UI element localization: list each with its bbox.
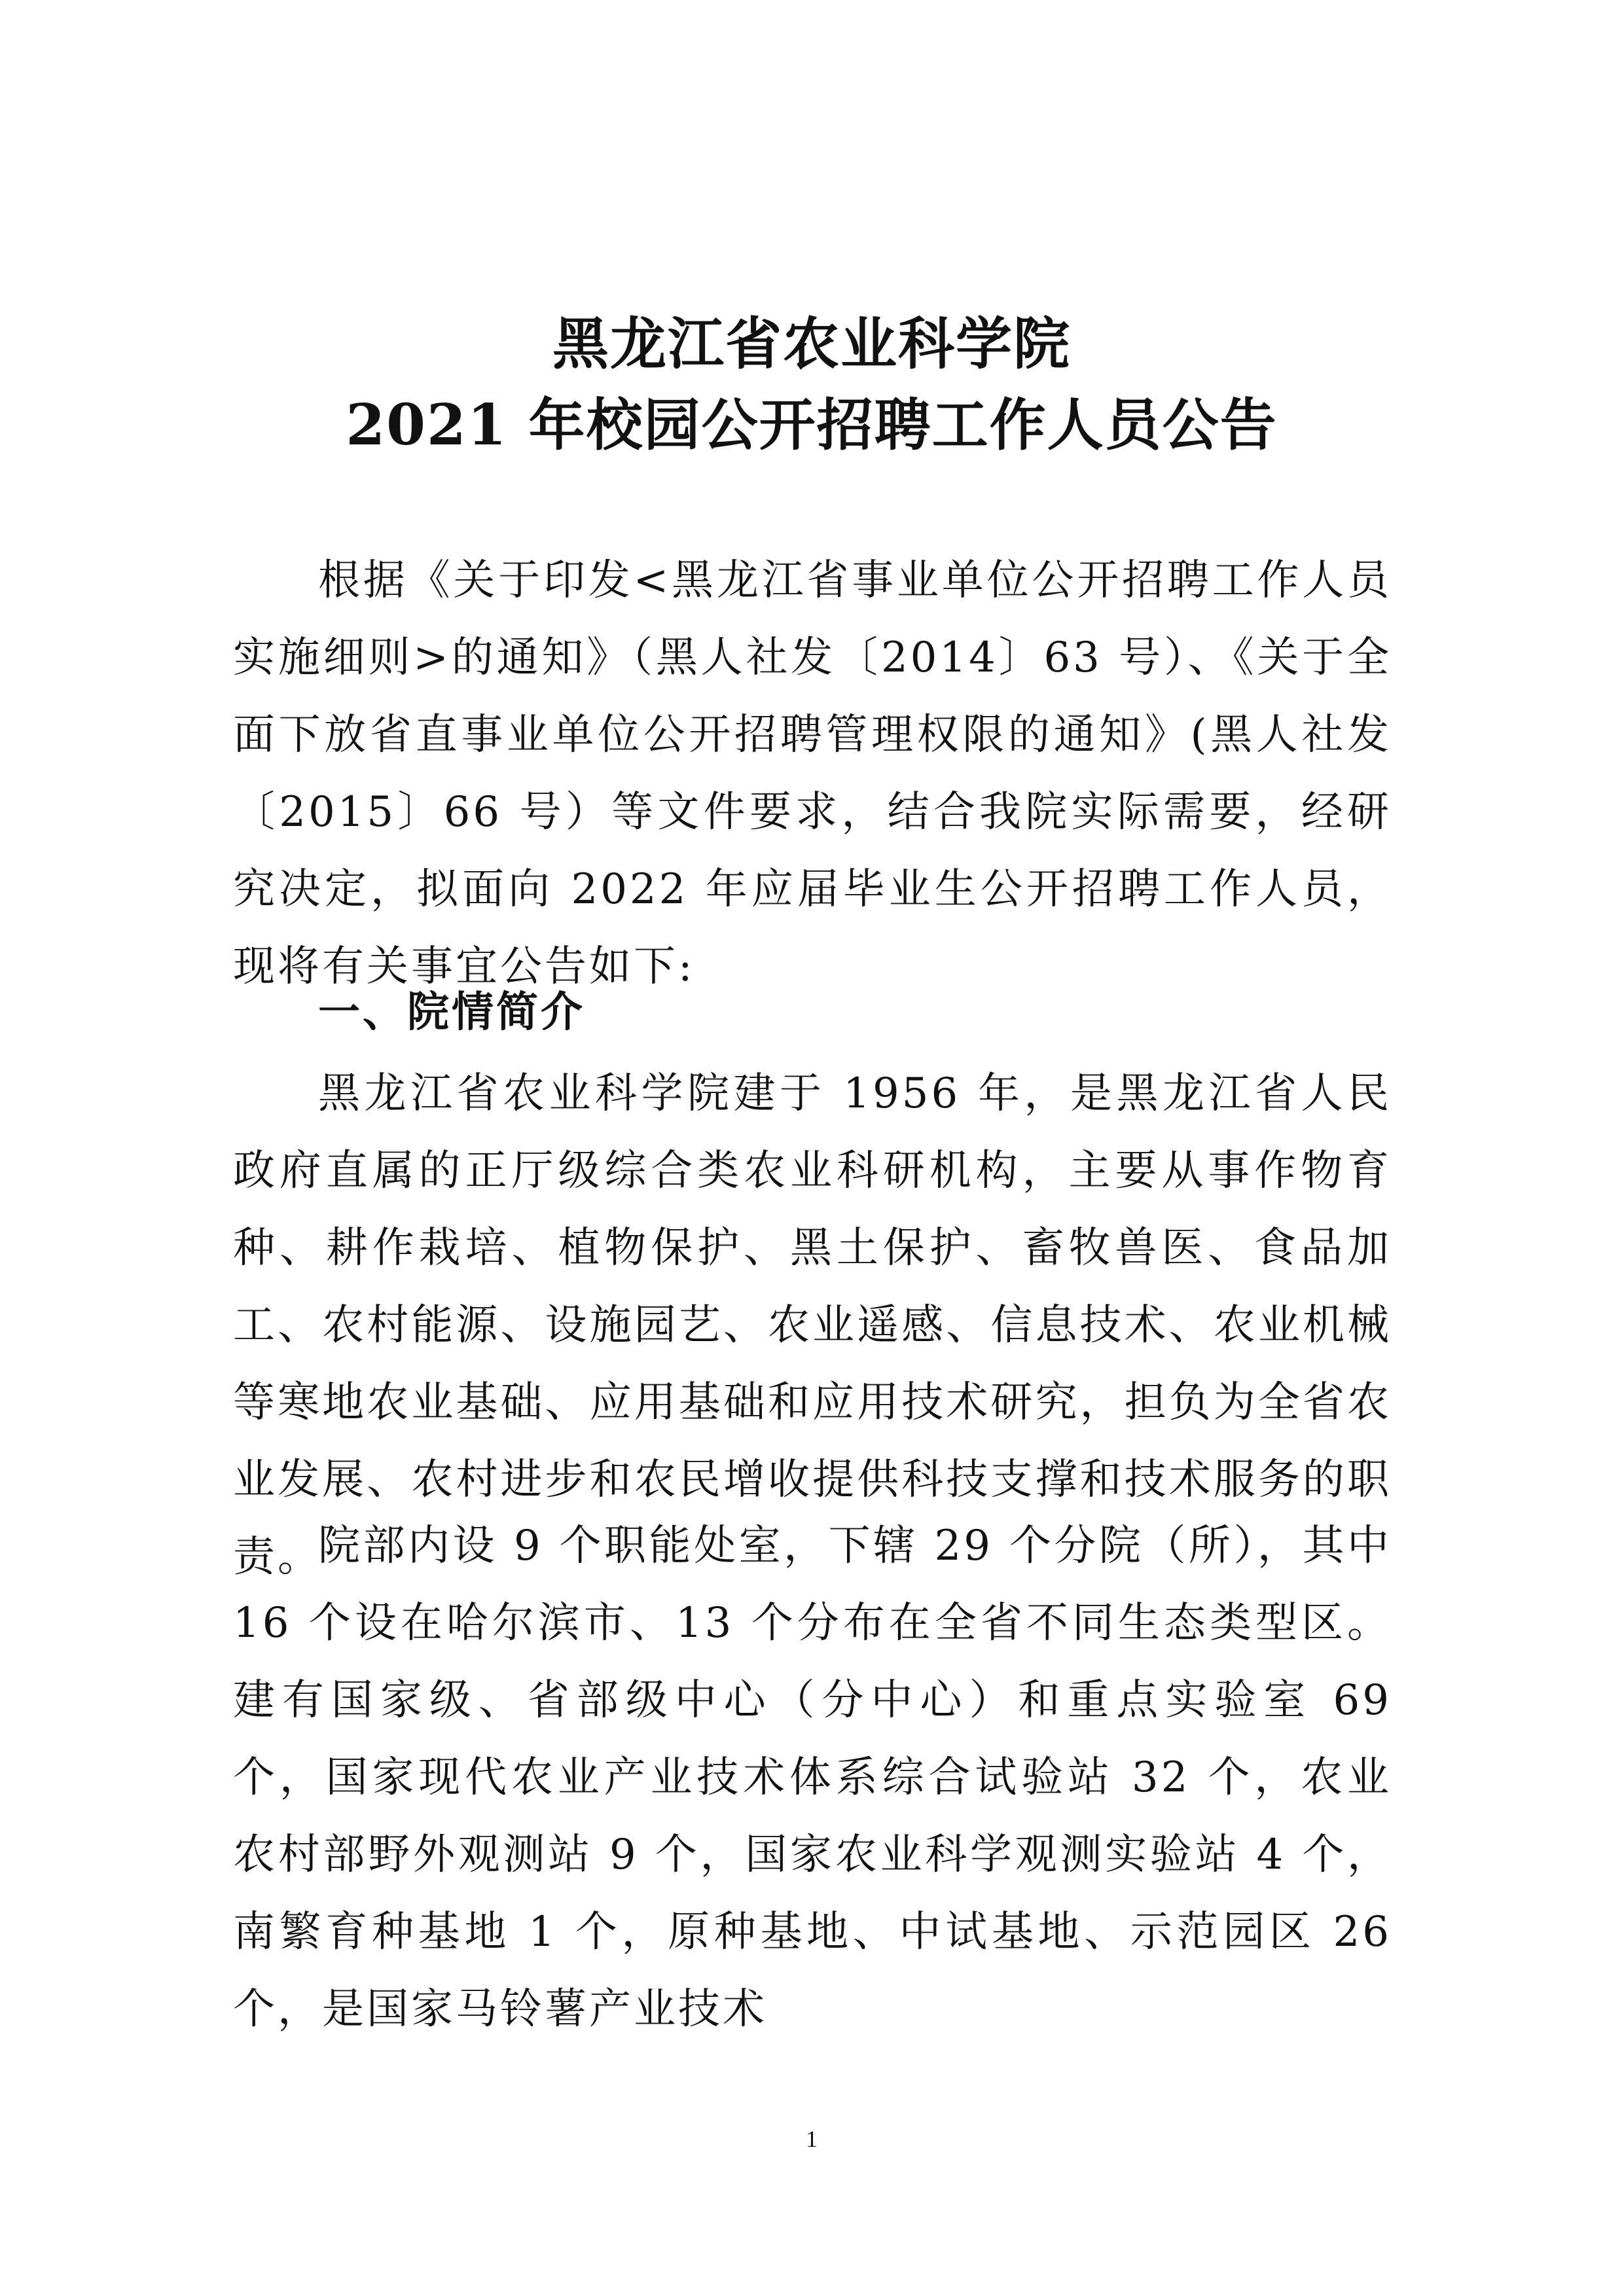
document-title-line-2: 2021 年校园公开招聘工作人员公告 bbox=[346, 392, 1278, 458]
document-title-line-1: 黑龙江省农业科学院 bbox=[552, 311, 1071, 377]
section-1-heading: 一、院情简介 bbox=[318, 988, 585, 1037]
section-1-paragraph-2: 院部内设 9 个职能处室，下辖 29 个分院（所），其中 16 个设在哈尔滨市、13 个分布在全省不同生态类型区。建有国家级、省部级中心（分中心）和重点实验室 69 个，国家现代农业产业技术体系综合试验站 32 个，农业农村部野外观测站 9 个，国家农业科学观测实验站 4 个，南繁育种基地 1 个，原种基地、中试基地、示范园区 26 个，是国家马铃薯产业技术 bbox=[233, 1522, 1392, 2034]
section-1-paragraph-1: 黑龙江省农业科学院建于 1956 年，是黑龙江省人民政府直属的正厅级综合类农业科研机构，主要从事作物育种、耕作栽培、植物保护、黑土保护、畜牧兽医、食品加工、农村能源、设施园艺、农业遥感、信息技术、农业机械等寒地农业基础、应用基础和应用技术研究，担负为全省农业发展、农村进步和农民增收提供科技支撑和技术服务的职责。 bbox=[233, 1069, 1392, 1581]
page-number: 1 bbox=[806, 2126, 818, 2152]
intro-paragraph: 根据《关于印发<黑龙江省事业单位公开招聘工作人员实施细则>的通知》（黑人社发〔2014〕63 号）、《关于全面下放省直事业单位公开招聘管理权限的通知》(黑人社发〔2015〕66 号）等文件要求，结合我院实际需要，经研究决定，拟面向 2022 年应届毕业生公开招聘工作人员，现将有关事宜公告如下: bbox=[233, 556, 1392, 991]
